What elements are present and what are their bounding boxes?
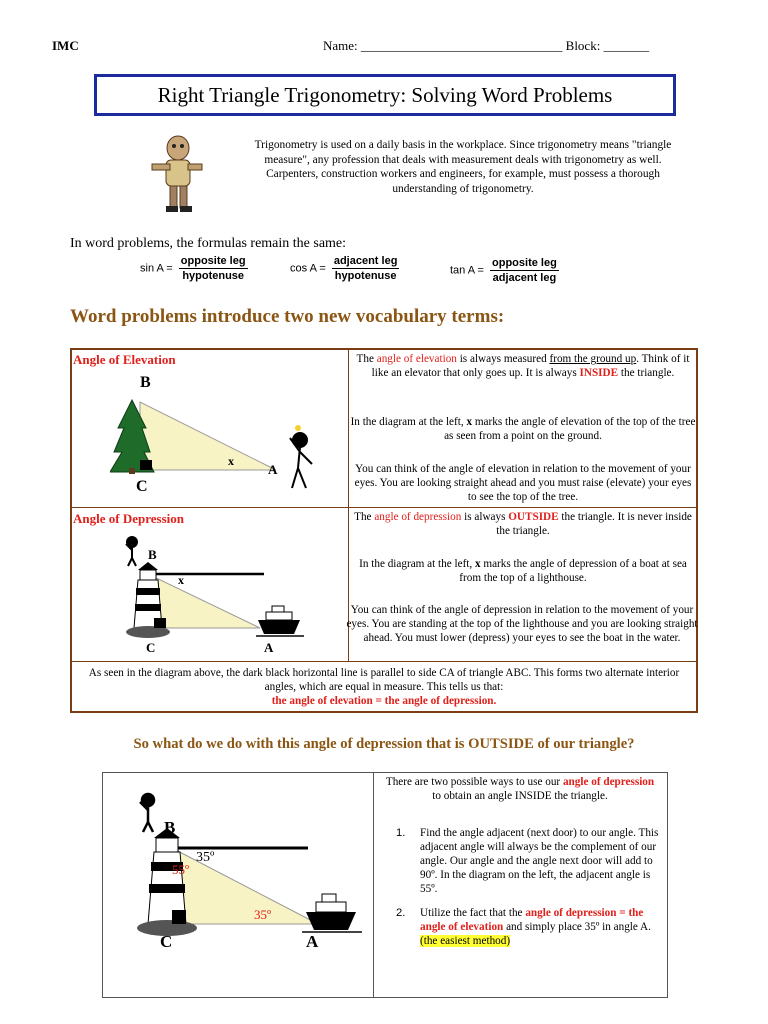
- right-angle-marker: [154, 618, 166, 628]
- method-label-a: A: [306, 932, 319, 951]
- stick-person-icon: [126, 537, 137, 566]
- cos-denominator: hypotenuse: [334, 270, 397, 282]
- stick-person-icon: [290, 433, 312, 488]
- row-divider-1: [70, 507, 698, 508]
- step-1-text: Find the angle adjacent (next door) to our angle. This adjacent angle will always be the complement of our angle. Our angle and the angle next door will add to 90º. In the diagram on the left, the adjacent angle is 55º.: [420, 827, 659, 895]
- parallel-note: As seen in the diagram above, the dark black horizontal line is parallel to side CA of triangle ABC. This forms two alternate interior angles, which are equal in measure. This tells us that: the angle of elevation = the angle of depression.: [88, 667, 680, 707]
- conclusion-text: the angle of elevation = the angle of depression.: [271, 695, 497, 707]
- tan-formula: [450, 257, 559, 284]
- intro-paragraph: Trigonometry is used on a daily basis in the workplace. Since trigonometry means "triangle measure", any profession that deals with measurement deals with trigonometry as well. Carpenters, construction workers and engineers, for example, must possess a thorough understanding of trigonometry.: [254, 139, 672, 195]
- cos-numerator: adjacent leg: [333, 255, 398, 267]
- tan-numerator: opposite leg: [492, 257, 557, 269]
- methods-divider: [373, 772, 374, 998]
- elevation-label-x: x: [228, 454, 234, 468]
- depression-label-x: x: [178, 573, 184, 587]
- cos-formula: [290, 255, 399, 282]
- boat-icon: [256, 606, 304, 636]
- cartoon-worker-image: [144, 130, 208, 214]
- method-step-2: [396, 906, 662, 948]
- depression-diagram: [110, 530, 330, 654]
- sin-formula: [140, 255, 248, 282]
- depression-p3: You can think of the angle of depression in relation to the movement of your eyes. You are standing at the top of the lighthouse and you are looking straight ahead. You must lower (depress) your eyes to see the boat in the water.: [346, 604, 698, 644]
- elevation-label-b: B: [140, 374, 151, 391]
- right-angle-marker: [172, 910, 186, 924]
- formulas-lead: In word problems, the formulas remain the same:: [70, 236, 347, 251]
- easiest-method-highlight: (the easiest method): [420, 935, 511, 947]
- elevation-title: Angle of Elevation: [73, 352, 176, 367]
- depression-label-c: C: [146, 640, 156, 655]
- elevation-label-a: A: [268, 462, 278, 477]
- step-1-number: 1.: [396, 827, 406, 839]
- step-2-text: Utilize the fact that the angle of depression = the angle of elevation and simply place 35º in angle A. (the easiest method): [420, 907, 651, 947]
- method-label-b: B: [164, 818, 176, 837]
- depression-label-a: A: [264, 640, 274, 655]
- complement-diagram: [110, 786, 366, 956]
- name-block-field: Name: _______________________________ Block: _______: [323, 38, 650, 53]
- method-step-1: [396, 826, 662, 896]
- angle-a-label: 35º: [254, 907, 272, 922]
- elevation-p1: The angle of elevation is always measured from the ground up. Think of it like an elevator that only goes up. It is always INSIDE the triangle.: [356, 353, 690, 379]
- angle-adjacent-label: 55º: [172, 862, 190, 877]
- tan-lhs: tan A =: [450, 264, 484, 277]
- sin-numerator: opposite leg: [180, 255, 246, 267]
- sin-denominator: hypotenuse: [182, 270, 245, 282]
- depression-p1: The angle of depression is always OUTSIDE the triangle. It is never inside the triangle.: [354, 511, 692, 537]
- tan-denominator: adjacent leg: [492, 272, 557, 284]
- elevation-label-c: C: [136, 478, 148, 495]
- question-heading: So what do we do with this angle of depression that is OUTSIDE of our triangle?: [133, 736, 635, 752]
- method-label-c: C: [160, 932, 173, 951]
- lightbulb-icon: [295, 425, 301, 431]
- elevation-p2: In the diagram at the left, x marks the angle of elevation of the top of the tree as seen from a point on the ground.: [350, 416, 696, 442]
- step-2-number: 2.: [396, 907, 406, 919]
- right-angle-marker: [140, 460, 152, 470]
- stick-person-icon: [140, 794, 154, 832]
- depression-title: Angle of Depression: [73, 511, 184, 526]
- sin-lhs: sin A =: [140, 262, 173, 275]
- methods-intro: There are two possible ways to use our angle of depression to obtain an angle INSIDE the triangle.: [385, 776, 655, 802]
- org-label: IMC: [52, 38, 79, 53]
- elevation-p3: You can think of the angle of elevation in relation to the movement of your eyes. You are looking straight ahead and you must raise (elevate) your eyes to see the top of the tree.: [354, 463, 692, 503]
- cos-lhs: cos A =: [290, 262, 326, 275]
- boat-icon: [302, 894, 362, 932]
- row-divider-2: [70, 661, 698, 662]
- depression-p2: In the diagram at the left, x marks the angle of depression of a boat at sea from the top of a lighthouse.: [359, 558, 687, 584]
- page-title: Right Triangle Trigonometry: Solving Word Problems: [94, 74, 676, 116]
- depression-label-b: B: [148, 547, 157, 562]
- vocab-heading: Word problems introduce two new vocabulary terms:: [70, 306, 505, 327]
- angle-top-label: 35º: [196, 850, 215, 865]
